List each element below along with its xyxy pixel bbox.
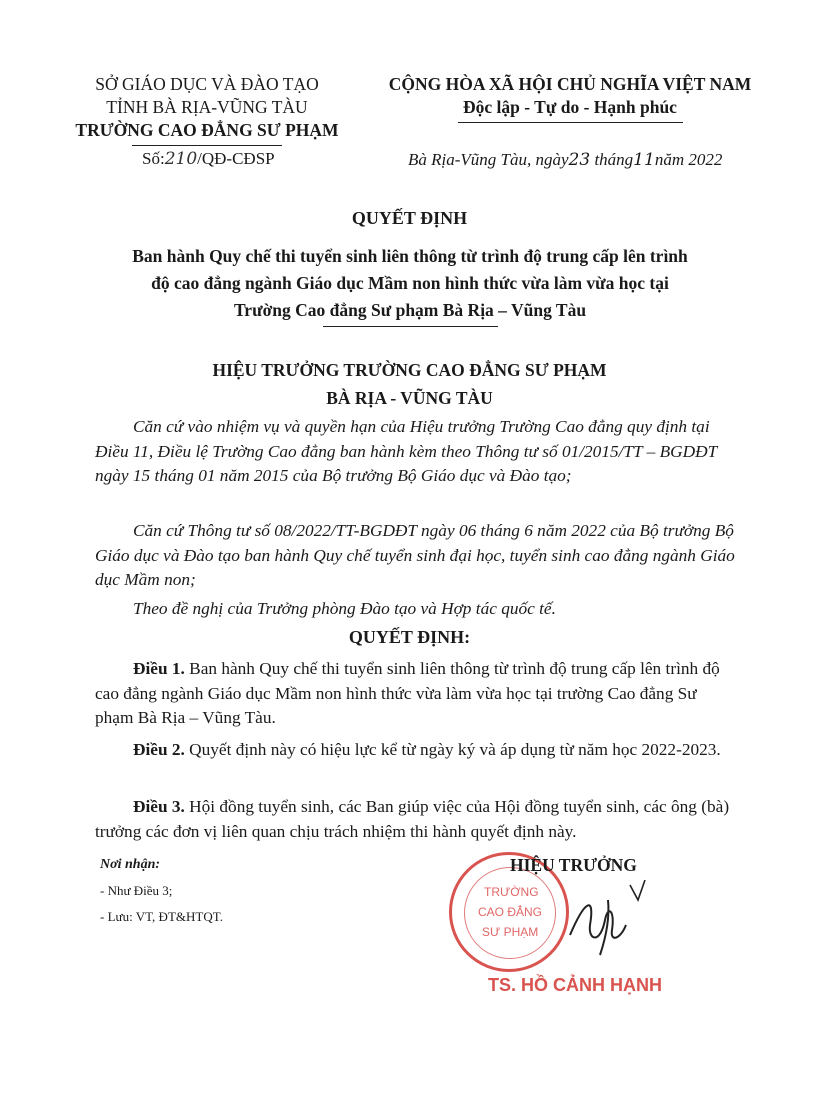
national-title: CỘNG HÒA XÃ HỘI CHỦ NGHĨA VIỆT NAM bbox=[388, 74, 752, 94]
subject-underline bbox=[323, 326, 498, 327]
motto-underline bbox=[458, 122, 683, 123]
handwritten-signature bbox=[560, 880, 650, 960]
article-3: Điều 3. Hội đồng tuyển sinh, các Ban giúp việc của Hội đồng tuyển sinh, các ông (bà) trưởng các đơn vị liên quan chịu trách nhiệm thi hành quyết định này. bbox=[95, 797, 730, 841]
basis-3: Theo đề nghị của Trưởng phòng Đào tạo và Hợp tác quốc tế. bbox=[133, 599, 556, 618]
official-stamp: TRƯỜNG CAO ĐẲNG SƯ PHẠM bbox=[449, 852, 569, 972]
article-1: Điều 1. Ban hành Quy chế thi tuyển sinh liên thông từ trình độ trung cấp lên trình độ cao đẳng ngành Giáo dục Mầm non hình thức vừa làm vừa học tại trường Cao đẳng Sư phạm Bà Rịa – Vũng Tàu. bbox=[95, 659, 720, 727]
authority-block: HIỆU TRƯỞNG TRƯỜNG CAO ĐẲNG SƯ PHẠM BÀ RỊA - VŨNG TÀU bbox=[212, 360, 607, 408]
basis-1: Căn cứ vào nhiệm vụ và quyền hạn của Hiệu trưởng Trường Cao đẳng quy định tại Điều 11, Điều lệ Trường Cao đẳng ban hành kèm theo Thông tư số 01/2015/TT – BGDĐT ngày 15 tháng 01 năm 2015 của Bộ trưởng Bộ Giáo dục và Đào tạo; bbox=[95, 417, 717, 485]
decision-subject: Ban hành Quy chế thi tuyển sinh liên thông từ trình độ trung cấp lên trình độ cao đẳng ngành Giáo dục Mầm non hình thức vừa làm vừa học tại Trường Cao đẳng Sư phạm Bà Rịa – Vũng Tàu bbox=[80, 243, 740, 327]
issuer-underline bbox=[132, 145, 282, 146]
recipient-item: - Lưu: VT, ĐT&HTQT. bbox=[100, 909, 223, 924]
decision-heading: QUYẾT ĐỊNH: bbox=[348, 627, 471, 647]
document-number-handwritten: 210 bbox=[164, 149, 198, 169]
recipients-heading: Nơi nhận: bbox=[100, 857, 161, 872]
issuer-school: TRƯỜNG CAO ĐẲNG SƯ PHẠM bbox=[75, 120, 339, 140]
decision-title: QUYẾT ĐỊNH bbox=[351, 208, 468, 228]
issuer-province: TỈNH BÀ RỊA-VŨNG TÀU bbox=[106, 97, 308, 117]
national-motto: Độc lập - Tự do - Hạnh phúc bbox=[463, 97, 677, 117]
article-2: Điều 2. Quyết định này có hiệu lực kể từ ngày ký và áp dụng từ năm học 2022-2023. bbox=[133, 740, 721, 759]
signer-title: HIỆU TRƯỞNG bbox=[510, 855, 637, 875]
document-date: Bà Rịa-Vũng Tàu, ngày23 tháng11năm 2022 bbox=[408, 150, 723, 170]
issuer-department: SỞ GIÁO DỤC VÀ ĐÀO TẠO bbox=[95, 74, 319, 94]
signer-name: TS. HỒ CẢNH HẠNH bbox=[488, 975, 662, 995]
recipients-block bbox=[100, 852, 223, 930]
date-day-handwritten: 23 bbox=[568, 150, 591, 170]
issuer-block bbox=[62, 73, 352, 146]
recipient-item: - Như Điều 3; bbox=[100, 883, 173, 898]
basis-2: Căn cứ Thông tư số 08/2022/TT-BGDĐT ngày 06 tháng 6 năm 2022 của Bộ trưởng Bộ Giáo dục và Đào tạo ban hành Quy chế tuyển sinh đại học, tuyển sinh cao đẳng ngành Giáo dục Mầm non; bbox=[95, 521, 735, 589]
date-month-handwritten: 11 bbox=[633, 150, 655, 170]
document-number: Số:210/QĐ-CĐSP bbox=[142, 149, 275, 169]
national-header bbox=[370, 73, 770, 123]
